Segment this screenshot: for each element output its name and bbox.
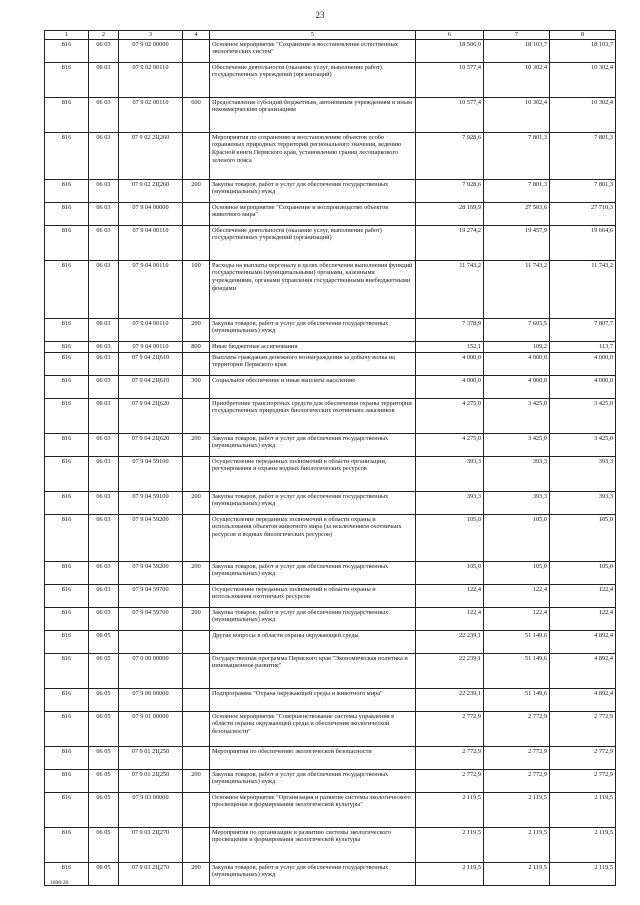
amount-year-3-cell: 2 119,5 [550, 792, 616, 827]
item-name-cell: Закупка товаров, работ и услуг для обеспечения государственных (муниципальных) нужд [210, 862, 416, 885]
item-name-cell: Осуществление переданных полномочий в области охраны и использования охотничьих ресурсов [210, 584, 416, 607]
expense-type-cell: 200 [183, 491, 210, 514]
admin-code-cell: 816 [45, 792, 89, 827]
item-name-cell: Расходы на выплаты персоналу в целях обеспечения выполнения функций государственными (муниципальными) органами, казенными учреждениями, органами управления государственными внебюджетными фондами [210, 260, 416, 318]
table-row [45, 398, 616, 433]
amount-year-1-cell: 7 378,9 [416, 318, 484, 341]
header-col-6: 6 [416, 31, 484, 40]
expense-type-cell: 200 [183, 607, 210, 630]
admin-code-cell: 816 [45, 827, 89, 862]
target-article-cell: 07 9 03 2Ц270 [119, 827, 183, 862]
header-col-5: 5 [210, 31, 416, 40]
admin-code-cell: 816 [45, 561, 89, 584]
expense-type-cell [183, 225, 210, 260]
admin-code-cell: 816 [45, 179, 89, 202]
section-code-cell: 06 03 [89, 561, 119, 584]
section-code-cell: 06 03 [89, 514, 119, 561]
amount-year-3-cell: 113,7 [550, 341, 616, 352]
table-row [45, 179, 616, 202]
table-row [45, 514, 616, 561]
admin-code-cell: 816 [45, 769, 89, 792]
section-code-cell: 06 03 [89, 456, 119, 491]
admin-code-cell: 816 [45, 514, 89, 561]
amount-year-3-cell: 4 892,4 [550, 630, 616, 653]
expense-type-cell [183, 827, 210, 862]
amount-year-2-cell: 105,0 [484, 561, 550, 584]
amount-year-3-cell: 19 664,6 [550, 225, 616, 260]
item-name-cell: Мероприятия по организации и развитию системы экологического просвещения и формирования экологической культуры [210, 827, 416, 862]
table-row [45, 341, 616, 352]
amount-year-2-cell: 10 302,4 [484, 62, 550, 97]
expense-type-cell: 100 [183, 260, 210, 318]
amount-year-2-cell: 27 503,6 [484, 202, 550, 225]
amount-year-2-cell: 393,3 [484, 456, 550, 491]
table-row [45, 352, 616, 375]
header-col-4: 4 [183, 31, 210, 40]
item-name-cell: Мероприятия по сохранению и восстановлению объектов особо охраняемых природных территорий регионального значения, ведению Красной книги Пермского края, установлению границ лесопаркового зеленого пояса [210, 132, 416, 179]
target-article-cell: 07 9 02 00000 [119, 39, 183, 62]
table-row [45, 491, 616, 514]
target-article-cell: 07 9 04 00110 [119, 225, 183, 260]
target-article-cell: 07 9 02 2Ц260 [119, 179, 183, 202]
admin-code-cell: 816 [45, 225, 89, 260]
item-name-cell: Закупка товаров, работ и услуг для обеспечения государственных (муниципальных) нужд [210, 491, 416, 514]
admin-code-cell: 816 [45, 456, 89, 491]
section-code-cell: 06 03 [89, 352, 119, 375]
table-row [45, 584, 616, 607]
amount-year-1-cell: 7 928,6 [416, 132, 484, 179]
amount-year-2-cell: 51 149,6 [484, 653, 550, 688]
admin-code-cell: 816 [45, 653, 89, 688]
item-name-cell: Закупка товаров, работ и услуг для обеспечения государственных (муниципальных) нужд [210, 561, 416, 584]
amount-year-1-cell: 2 772,9 [416, 711, 484, 746]
header-col-8: 8 [550, 31, 616, 40]
amount-year-2-cell: 51 149,6 [484, 688, 550, 711]
target-article-cell: 07 9 01 2Ц250 [119, 769, 183, 792]
item-name-cell: Осуществление переданных полномочий в области организации, регулирования и охраны водных биологических ресурсов [210, 456, 416, 491]
item-name-cell: Осуществление переданных полномочий в области охраны и использования объектов животного мира (за исключением охотничьих ресурсов и водных биологических ресурсов) [210, 514, 416, 561]
amount-year-1-cell: 105,0 [416, 561, 484, 584]
amount-year-3-cell: 27 710,3 [550, 202, 616, 225]
amount-year-3-cell: 2 119,5 [550, 862, 616, 885]
item-name-cell: Закупка товаров, работ и услуг для обеспечения государственных (муниципальных) нужд [210, 179, 416, 202]
table-row [45, 318, 616, 341]
amount-year-3-cell: 105,0 [550, 561, 616, 584]
table-row [45, 97, 616, 132]
amount-year-3-cell: 3 425,0 [550, 398, 616, 433]
section-code-cell: 06 05 [89, 630, 119, 653]
section-code-cell: 06 05 [89, 653, 119, 688]
item-name-cell: Выплаты гражданам денежного вознаграждения за добычу волка на территории Пермского края [210, 352, 416, 375]
admin-code-cell: 816 [45, 260, 89, 318]
amount-year-1-cell: 2 772,9 [416, 769, 484, 792]
admin-code-cell: 816 [45, 746, 89, 769]
amount-year-2-cell: 51 149,6 [484, 630, 550, 653]
target-article-cell: 07 9 02 2Ц260 [119, 132, 183, 179]
expense-type-cell [183, 202, 210, 225]
budget-table [44, 30, 616, 886]
item-name-cell: Предоставление субсидий бюджетным, автономным учреждениям и иным некоммерческим организациям [210, 97, 416, 132]
amount-year-1-cell: 2 119,5 [416, 827, 484, 862]
table-header-row [45, 31, 616, 40]
amount-year-3-cell: 7 807,7 [550, 318, 616, 341]
target-article-cell: 07 0 00 00000 [119, 653, 183, 688]
amount-year-3-cell: 4 000,0 [550, 375, 616, 398]
amount-year-2-cell: 105,0 [484, 514, 550, 561]
table-row [45, 375, 616, 398]
target-article-cell: 07 9 04 2Ц610 [119, 352, 183, 375]
admin-code-cell: 816 [45, 352, 89, 375]
amount-year-2-cell: 7 801,3 [484, 179, 550, 202]
admin-code-cell: 816 [45, 62, 89, 97]
amount-year-1-cell: 393,3 [416, 491, 484, 514]
item-name-cell: Закупка товаров, работ и услуг для обеспечения государственных (муниципальных) нужд [210, 769, 416, 792]
section-code-cell: 06 03 [89, 97, 119, 132]
target-article-cell: 07 9 04 59700 [119, 607, 183, 630]
admin-code-cell: 816 [45, 318, 89, 341]
target-article-cell: 07 9 02 00110 [119, 97, 183, 132]
amount-year-2-cell: 18 103,7 [484, 39, 550, 62]
table-row [45, 260, 616, 318]
table-body [45, 39, 616, 885]
section-code-cell: 06 03 [89, 607, 119, 630]
item-name-cell: Обеспечение деятельности (оказание услуг, выполнение работ) государственных учреждений (организаций) [210, 62, 416, 97]
expense-type-cell: 200 [183, 433, 210, 456]
amount-year-3-cell: 105,0 [550, 514, 616, 561]
amount-year-3-cell: 393,3 [550, 456, 616, 491]
amount-year-1-cell: 7 928,6 [416, 179, 484, 202]
header-col-1: 1 [45, 31, 89, 40]
table-row [45, 62, 616, 97]
table-row [45, 769, 616, 792]
table-row [45, 630, 616, 653]
section-code-cell: 06 03 [89, 491, 119, 514]
item-name-cell: Закупка товаров, работ и услуг для обеспечения государственных (муниципальных) нужд [210, 318, 416, 341]
section-code-cell: 06 05 [89, 792, 119, 827]
amount-year-3-cell: 10 302,4 [550, 97, 616, 132]
amount-year-2-cell: 2 119,5 [484, 862, 550, 885]
admin-code-cell: 816 [45, 688, 89, 711]
target-article-cell: 07 9 01 00000 [119, 711, 183, 746]
amount-year-1-cell: 2 119,5 [416, 862, 484, 885]
section-code-cell: 06 05 [89, 827, 119, 862]
target-article-cell: 07 9 04 00110 [119, 318, 183, 341]
expense-type-cell [183, 711, 210, 746]
section-code-cell: 06 03 [89, 341, 119, 352]
table-row [45, 561, 616, 584]
table-row [45, 433, 616, 456]
amount-year-3-cell: 7 801,3 [550, 179, 616, 202]
header-col-3: 3 [119, 31, 183, 40]
admin-code-cell: 816 [45, 132, 89, 179]
amount-year-3-cell: 7 801,3 [550, 132, 616, 179]
item-name-cell: Основное мероприятие "Сохранение и восстановление естественных экологических систем" [210, 39, 416, 62]
amount-year-1-cell: 152,1 [416, 341, 484, 352]
amount-year-1-cell: 122,4 [416, 584, 484, 607]
amount-year-2-cell: 2 119,5 [484, 827, 550, 862]
table-row [45, 456, 616, 491]
expense-type-cell [183, 746, 210, 769]
item-name-cell: Основное мероприятие "Совершенствование системы управления в области охраны окружающей среды и обеспечения экологической безопасности" [210, 711, 416, 746]
amount-year-1-cell: 22 239,1 [416, 688, 484, 711]
expense-type-cell [183, 456, 210, 491]
section-code-cell: 06 05 [89, 862, 119, 885]
target-article-cell: 07 9 02 00110 [119, 62, 183, 97]
admin-code-cell: 816 [45, 433, 89, 456]
admin-code-cell: 816 [45, 584, 89, 607]
admin-code-cell: 816 [45, 711, 89, 746]
table-row [45, 132, 616, 179]
section-code-cell: 06 03 [89, 433, 119, 456]
expense-type-cell [183, 398, 210, 433]
amount-year-2-cell: 4 000,0 [484, 352, 550, 375]
table-row [45, 39, 616, 62]
expense-type-cell [183, 39, 210, 62]
amount-year-3-cell: 2 772,9 [550, 711, 616, 746]
expense-type-cell [183, 630, 210, 653]
section-code-cell: 06 03 [89, 225, 119, 260]
amount-year-3-cell: 2 119,5 [550, 827, 616, 862]
amount-year-2-cell: 122,4 [484, 607, 550, 630]
amount-year-1-cell: 10 577,4 [416, 62, 484, 97]
target-article-cell: 07 9 04 59200 [119, 561, 183, 584]
expense-type-cell: 200 [183, 179, 210, 202]
section-code-cell: 06 03 [89, 375, 119, 398]
amount-year-2-cell: 2 772,9 [484, 711, 550, 746]
admin-code-cell: 816 [45, 398, 89, 433]
target-article-cell: 07 9 04 2Ц620 [119, 433, 183, 456]
amount-year-1-cell: 122,4 [416, 607, 484, 630]
amount-year-1-cell: 4 000,0 [416, 375, 484, 398]
section-code-cell: 06 03 [89, 202, 119, 225]
admin-code-cell: 816 [45, 341, 89, 352]
table-row [45, 225, 616, 260]
amount-year-2-cell: 7 605,5 [484, 318, 550, 341]
table-row [45, 862, 616, 885]
amount-year-1-cell: 105,0 [416, 514, 484, 561]
expense-type-cell: 200 [183, 318, 210, 341]
amount-year-3-cell: 122,4 [550, 607, 616, 630]
target-article-cell: 07 9 04 59200 [119, 514, 183, 561]
table-row [45, 792, 616, 827]
section-code-cell: 06 05 [89, 688, 119, 711]
amount-year-3-cell: 18 103,7 [550, 39, 616, 62]
section-code-cell: 06 03 [89, 260, 119, 318]
target-article-cell: 07 9 04 00110 [119, 341, 183, 352]
item-name-cell: Приобретение транспортных средств для обеспечения охраны территории государственных природных биологических охотничьих заказников [210, 398, 416, 433]
table-row [45, 827, 616, 862]
amount-year-3-cell: 122,4 [550, 584, 616, 607]
header-col-7: 7 [484, 31, 550, 40]
amount-year-2-cell: 3 425,0 [484, 433, 550, 456]
amount-year-1-cell: 4 275,0 [416, 398, 484, 433]
amount-year-1-cell: 22 239,1 [416, 630, 484, 653]
table-row [45, 688, 616, 711]
target-article-cell: 07 9 04 59100 [119, 456, 183, 491]
section-code-cell: 06 05 [89, 711, 119, 746]
amount-year-2-cell: 122,4 [484, 584, 550, 607]
amount-year-1-cell: 4 275,0 [416, 433, 484, 456]
table-row [45, 202, 616, 225]
admin-code-cell: 816 [45, 607, 89, 630]
amount-year-1-cell: 19 274,2 [416, 225, 484, 260]
amount-year-1-cell: 10 577,4 [416, 97, 484, 132]
expense-type-cell: 300 [183, 375, 210, 398]
admin-code-cell: 816 [45, 39, 89, 62]
amount-year-1-cell: 2 772,9 [416, 746, 484, 769]
expense-type-cell [183, 62, 210, 97]
amount-year-3-cell: 2 772,9 [550, 769, 616, 792]
amount-year-2-cell: 2 119,5 [484, 792, 550, 827]
item-name-cell: Иные бюджетные ассигнования [210, 341, 416, 352]
admin-code-cell: 816 [45, 97, 89, 132]
amount-year-1-cell: 393,3 [416, 456, 484, 491]
item-name-cell: Подпрограмма "Охрана окружающей среды и животного мира" [210, 688, 416, 711]
target-article-cell: 07 9 04 59100 [119, 491, 183, 514]
admin-code-cell: 816 [45, 375, 89, 398]
admin-code-cell: 816 [45, 862, 89, 885]
expense-type-cell: 600 [183, 97, 210, 132]
expense-type-cell [183, 584, 210, 607]
target-article-cell: 07 9 04 00000 [119, 202, 183, 225]
section-code-cell: 06 03 [89, 584, 119, 607]
amount-year-1-cell: 2 119,5 [416, 792, 484, 827]
expense-type-cell [183, 514, 210, 561]
expense-type-cell: 200 [183, 561, 210, 584]
table-row [45, 711, 616, 746]
item-name-cell: Закупка товаров, работ и услуг для обеспечения государственных (муниципальных) нужд [210, 607, 416, 630]
section-code-cell: 06 03 [89, 318, 119, 341]
target-article-cell: 07 9 04 59700 [119, 584, 183, 607]
admin-code-cell: 816 [45, 491, 89, 514]
item-name-cell: Государственная программа Пермского края "Экономическая политика и инновационное развитие" [210, 653, 416, 688]
section-code-cell: 06 03 [89, 398, 119, 433]
amount-year-2-cell: 11 743,2 [484, 260, 550, 318]
section-code-cell: 06 03 [89, 39, 119, 62]
table-row [45, 746, 616, 769]
table-row [45, 653, 616, 688]
expense-type-cell [183, 352, 210, 375]
section-code-cell: 06 05 [89, 769, 119, 792]
target-article-cell: 07 9 03 2Ц270 [119, 862, 183, 885]
amount-year-3-cell: 393,3 [550, 491, 616, 514]
header-col-2: 2 [89, 31, 119, 40]
expense-type-cell [183, 688, 210, 711]
item-name-cell: Закупка товаров, работ и услуг для обеспечения государственных (муниципальных) нужд [210, 433, 416, 456]
amount-year-1-cell: 18 506,0 [416, 39, 484, 62]
admin-code-cell: 816 [45, 202, 89, 225]
amount-year-3-cell: 2 772,9 [550, 746, 616, 769]
amount-year-2-cell: 393,3 [484, 491, 550, 514]
target-article-cell: 07 9 01 2Ц250 [119, 746, 183, 769]
amount-year-1-cell: 28 169,9 [416, 202, 484, 225]
item-name-cell: Основное мероприятие "Сохранение и воспроизводство объектов животного мира" [210, 202, 416, 225]
expense-type-cell: 200 [183, 769, 210, 792]
target-article-cell: 07 9 04 2Ц610 [119, 375, 183, 398]
expense-type-cell [183, 132, 210, 179]
amount-year-2-cell: 109,2 [484, 341, 550, 352]
admin-code-cell: 816 [45, 630, 89, 653]
amount-year-3-cell: 4 000,0 [550, 352, 616, 375]
amount-year-2-cell: 19 457,9 [484, 225, 550, 260]
target-article-cell: 07 9 04 2Ц620 [119, 398, 183, 433]
amount-year-3-cell: 11 743,2 [550, 260, 616, 318]
table-row [45, 607, 616, 630]
expense-type-cell [183, 792, 210, 827]
expense-type-cell [183, 653, 210, 688]
item-name-cell: Обеспечение деятельности (оказание услуг, выполнение работ) государственных учреждений (организаций) [210, 225, 416, 260]
target-article-cell: 07 9 00 00000 [119, 688, 183, 711]
item-name-cell: Основное мероприятие "Организация и развитие системы экологического просвещения и формирования экологической культуры" [210, 792, 416, 827]
amount-year-3-cell: 10 302,4 [550, 62, 616, 97]
amount-year-2-cell: 3 425,0 [484, 398, 550, 433]
target-article-cell [119, 630, 183, 653]
amount-year-2-cell: 2 772,9 [484, 746, 550, 769]
amount-year-3-cell: 4 892,4 [550, 688, 616, 711]
amount-year-1-cell: 11 743,2 [416, 260, 484, 318]
amount-year-1-cell: 22 239,1 [416, 653, 484, 688]
section-code-cell: 06 03 [89, 132, 119, 179]
amount-year-3-cell: 4 892,4 [550, 653, 616, 688]
section-code-cell: 06 03 [89, 62, 119, 97]
section-code-cell: 06 03 [89, 179, 119, 202]
expense-type-cell: 800 [183, 341, 210, 352]
section-code-cell: 06 05 [89, 746, 119, 769]
amount-year-2-cell: 7 801,3 [484, 132, 550, 179]
item-name-cell: Мероприятия по обеспечению экологической безопасности [210, 746, 416, 769]
amount-year-2-cell: 4 000,0 [484, 375, 550, 398]
amount-year-3-cell: 3 425,0 [550, 433, 616, 456]
amount-year-1-cell: 4 000,0 [416, 352, 484, 375]
footer-code: 1098-20 [50, 880, 69, 886]
page-number: 23 [315, 10, 325, 20]
expense-type-cell: 200 [183, 862, 210, 885]
amount-year-2-cell: 2 772,9 [484, 769, 550, 792]
target-article-cell: 07 9 03 00000 [119, 792, 183, 827]
target-article-cell: 07 9 04 00110 [119, 260, 183, 318]
item-name-cell: Социальное обеспечение и иные выплаты населению [210, 375, 416, 398]
item-name-cell: Другие вопросы в области охраны окружающей среды [210, 630, 416, 653]
amount-year-2-cell: 10 302,4 [484, 97, 550, 132]
